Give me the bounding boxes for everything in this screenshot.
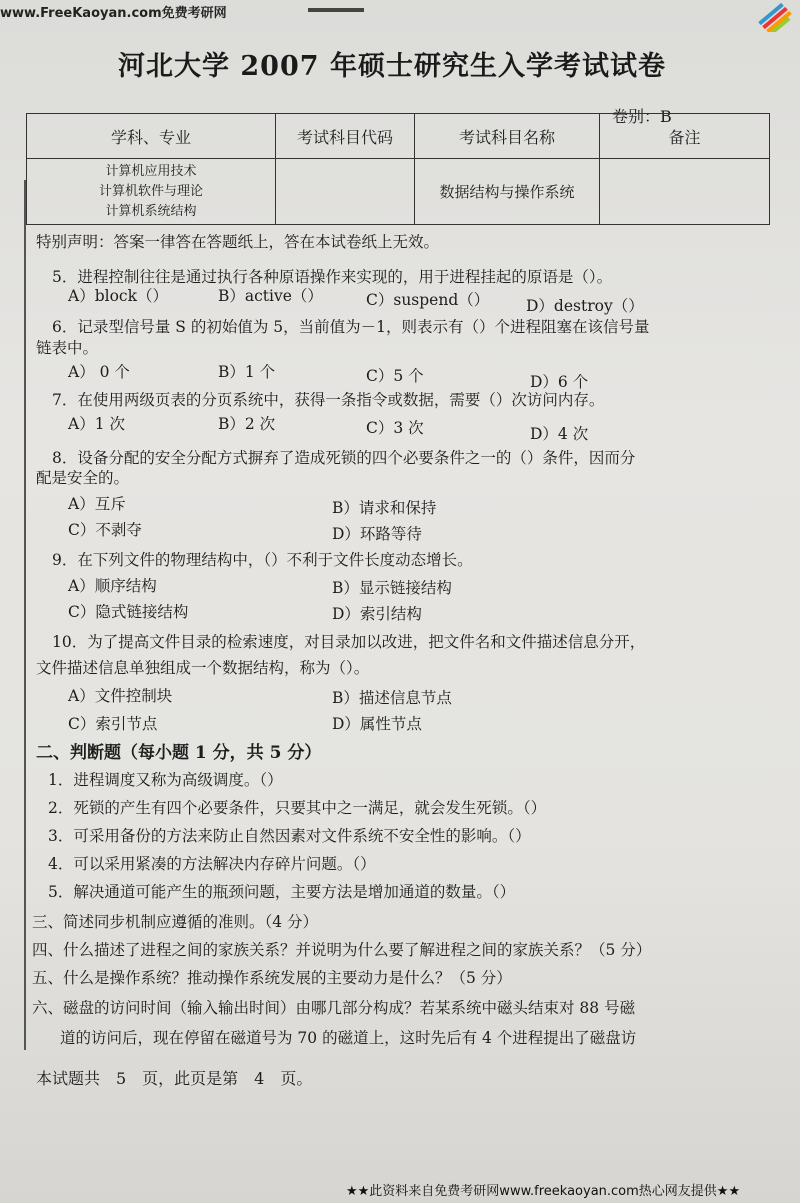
option: B）显示链接结构 — [332, 579, 452, 597]
section-6-line2: 道的访问后，现在停留在磁道号为 70 的磁道上，这时先后有 4 个进程提出了磁盘访 — [60, 1029, 637, 1047]
question-10-stem: 10．为了提高文件目录的检索速度，对目录加以改进，把文件名和文件描述信息分开， — [52, 633, 646, 651]
subject-name-cell: 数据结构与操作系统 — [415, 159, 600, 225]
judge-item: 4．可以采用紧凑的方法解决内存碎片问题。（） — [48, 855, 376, 873]
majors-cell — [27, 159, 276, 225]
page-footer: 本试题共 5 页，此页是第 4 页。 — [36, 1069, 313, 1088]
judge-item: 1．进程调度又称为高级调度。（） — [48, 771, 283, 789]
header-cell-name: 考试科目名称 — [415, 114, 600, 159]
left-border — [24, 180, 26, 1050]
option: A）1 次 — [68, 415, 125, 433]
section-6-line1: 六、磁盘的访问时间（输入输出时间）由哪几部分构成？若某系统中磁头结束对 88 号磁 — [32, 999, 636, 1017]
question-8-stem-cont: 配是安全的。 — [36, 469, 130, 487]
option: D）destroy（） — [526, 297, 644, 315]
question-7-stem: 7．在使用两级页表的分页系统中，获得一条指令或数据，需要（）次访问内存。 — [52, 391, 605, 409]
option: D）6 个 — [530, 373, 589, 391]
question-6-stem-cont: 链表中。 — [36, 339, 99, 357]
option: A） 0 个 — [68, 363, 130, 381]
judge-item: 2．死锁的产生有四个必要条件，只要其中之一满足，就会发生死锁。（） — [48, 799, 547, 817]
section-5: 五、什么是操作系统？推动操作系统发展的主要动力是什么？（5 分） — [32, 969, 512, 987]
question-5-stem: 5．进程控制往往是通过执行各种原语操作来实现的，用于进程挂起的原语是（）。 — [52, 268, 613, 286]
option: C）5 个 — [366, 367, 424, 385]
option: D）属性节点 — [332, 715, 422, 733]
question-6-stem: 6．记录型信号量 S 的初始值为 5，当前值为－1，则表示有（）个进程阻塞在该信号量 — [52, 318, 650, 336]
option: C）索引节点 — [68, 715, 158, 733]
special-notice: 特别声明：答案一律答在答题纸上，答在本试卷纸上无效。 — [36, 233, 440, 251]
paper-type-label: 卷别：B — [612, 107, 672, 126]
page-title: 河北大学 2007 年硕士研究生入学考试试卷 — [118, 51, 666, 82]
section-4: 四、什么描述了进程之间的家族关系？并说明为什么要了解进程之间的家族关系？（5 分） — [32, 941, 652, 959]
option: C）suspend（） — [366, 291, 490, 309]
major-item: 计算机软件与理论 — [98, 183, 203, 199]
top-mark — [308, 8, 364, 12]
option: D）环路等待 — [332, 525, 422, 543]
header-cell-major: 学科、专业 — [27, 114, 276, 159]
option: D）索引结构 — [332, 605, 422, 623]
option: B）描述信息节点 — [332, 689, 452, 707]
option: D）4 次 — [530, 425, 589, 443]
option: A）互斥 — [68, 495, 126, 513]
option: B）请求和保持 — [332, 499, 437, 517]
section-3: 三、简述同步机制应遵循的准则。（4 分） — [32, 913, 319, 931]
option: C）3 次 — [366, 419, 424, 437]
exam-info-table — [26, 113, 770, 225]
bottom-watermark: ★★此资料来自免费考研网www.freekaoyan.com热心网友提供★★ — [346, 1184, 741, 1199]
top-watermark: www.FreeKaoyan.com免费考研网 — [0, 6, 227, 21]
header-cell-code: 考试科目代码 — [276, 114, 415, 159]
header-cell-remark: 备注 — [600, 114, 770, 159]
question-8-stem: 8．设备分配的安全分配方式摒弃了造成死锁的四个必要条件之一的（）条件，因而分 — [52, 449, 636, 467]
option: C）隐式链接结构 — [68, 603, 189, 621]
major-item: 计算机应用技术 — [105, 163, 197, 179]
option: A）block（） — [68, 287, 168, 305]
option: A）顺序结构 — [68, 577, 157, 595]
option: B）active（） — [218, 287, 323, 305]
judge-item: 5．解决通道可能产生的瓶颈问题，主要方法是增加通道的数量。（） — [48, 883, 516, 901]
major-item: 计算机系统结构 — [105, 203, 197, 219]
subject-code-cell — [276, 159, 415, 225]
site-logo-icon — [756, 2, 794, 32]
option: C）不剥夺 — [68, 521, 142, 539]
question-10-stem-cont: 文件描述信息单独组成一个数据结构，称为（）。 — [36, 659, 370, 677]
option: A）文件控制块 — [68, 687, 173, 705]
option: B）1 个 — [218, 363, 276, 381]
judge-item: 3．可采用备份的方法来防止自然因素对文件系统不安全性的影响。（） — [48, 827, 531, 845]
option: B）2 次 — [218, 415, 276, 433]
remark-cell — [600, 159, 770, 225]
section-2-title: 二、判断题（每小题 1 分，共 5 分） — [36, 743, 322, 763]
question-9-stem: 9．在下列文件的物理结构中，（）不利于文件长度动态增长。 — [52, 551, 473, 569]
